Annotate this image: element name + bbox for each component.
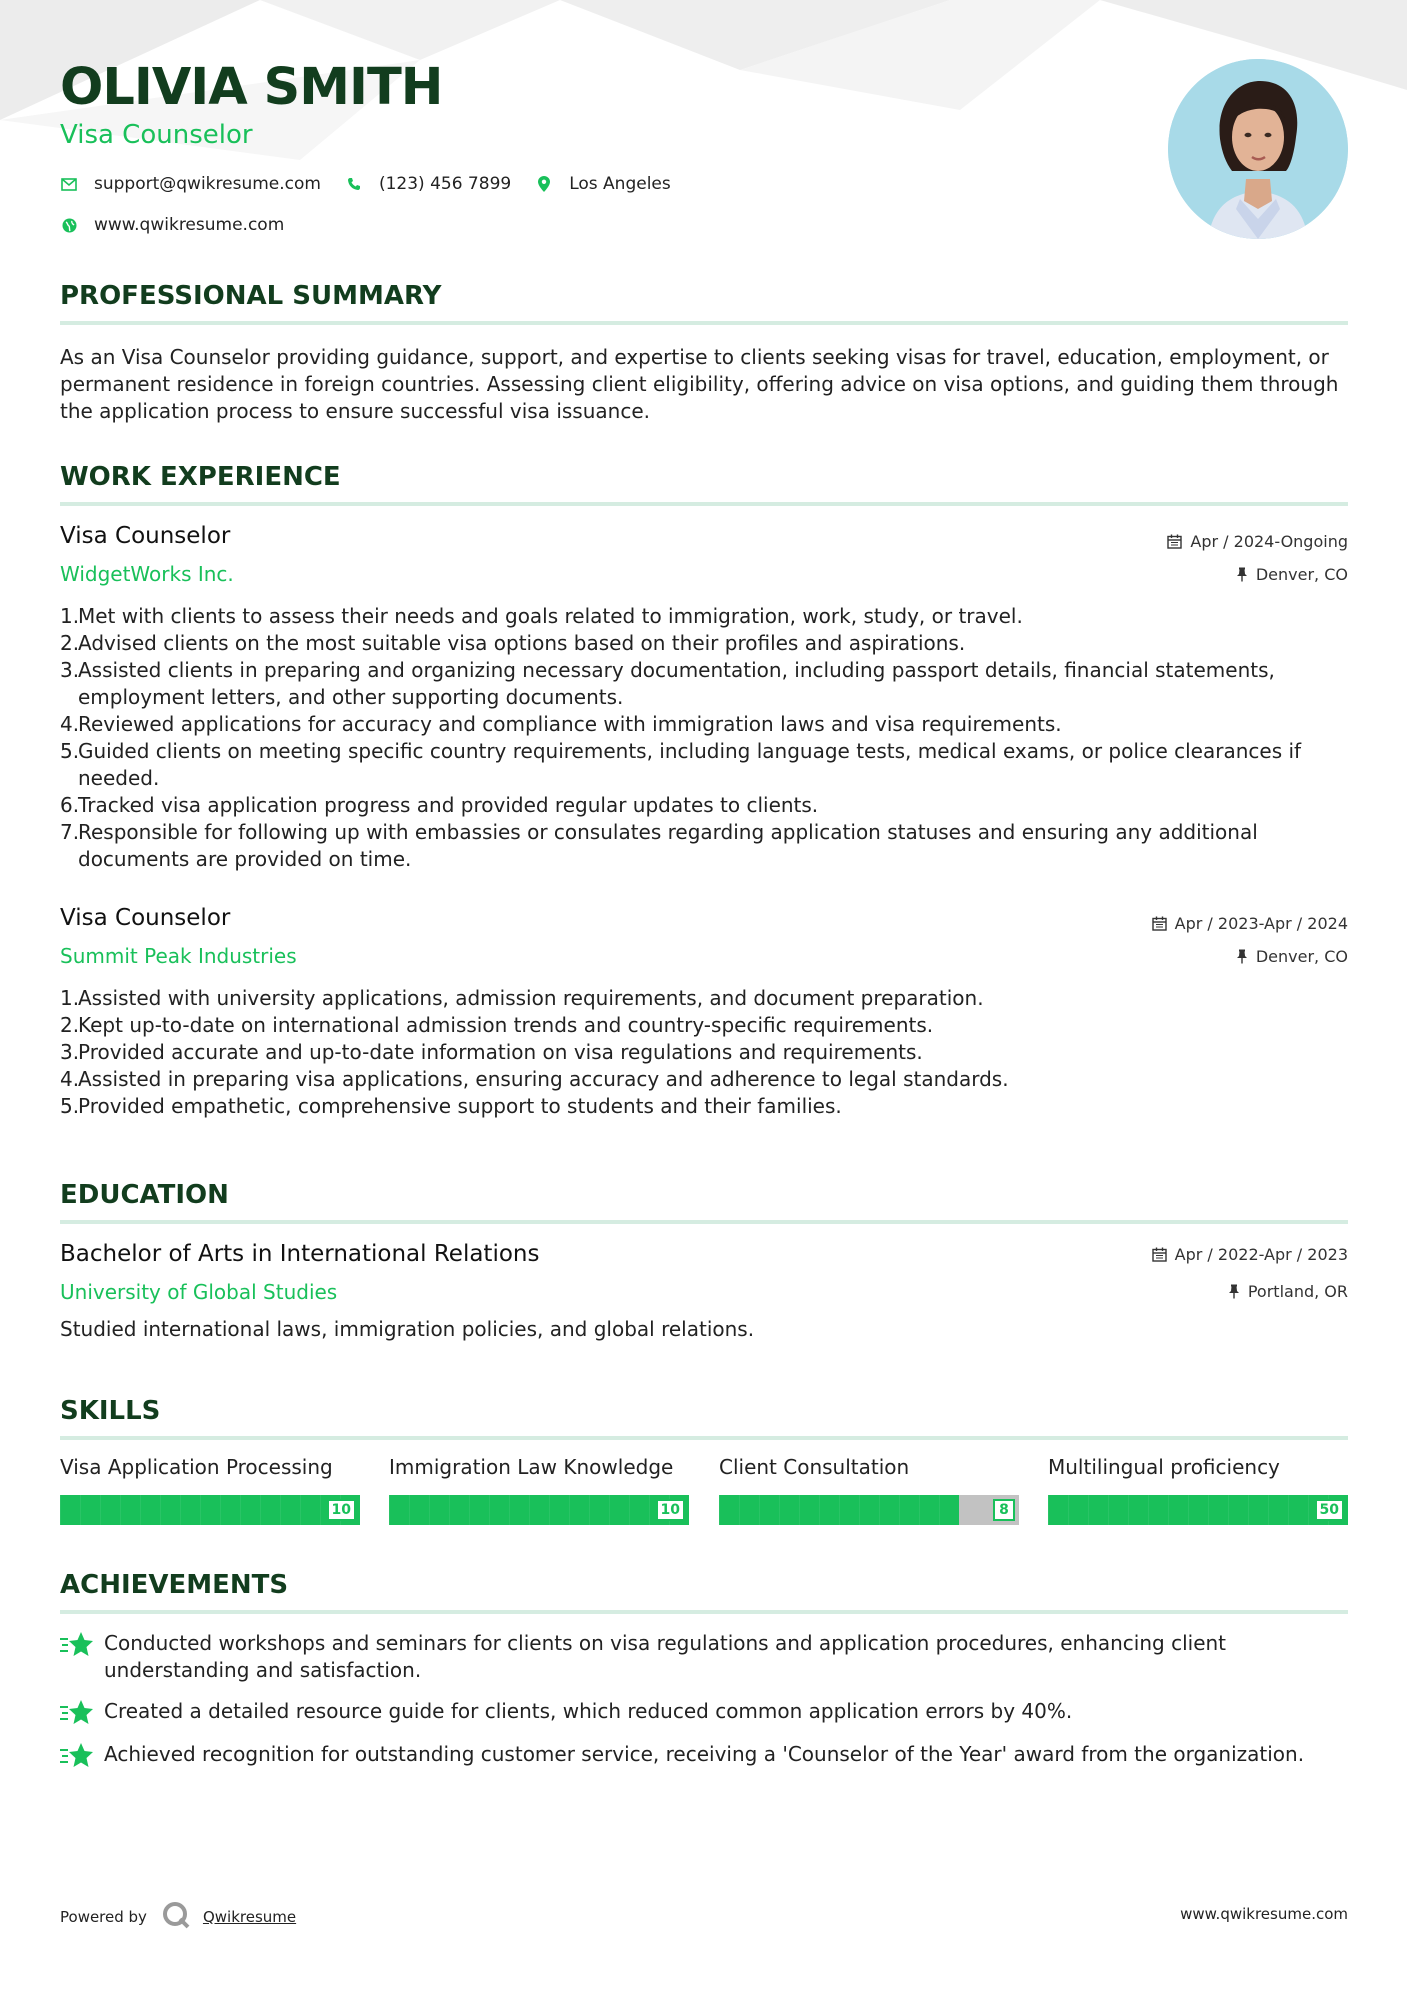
section-divider [60, 1220, 1348, 1224]
job-dates-text: Apr / 2023-Apr / 2024 [1174, 914, 1348, 933]
section-divider [60, 502, 1348, 506]
contact-row-2 [60, 215, 308, 235]
education-dates [1152, 1245, 1348, 1264]
skill-fill [389, 1495, 689, 1525]
skill-value: 10 [327, 1499, 356, 1521]
map-pin-icon [535, 175, 553, 193]
contact-phone[interactable] [345, 174, 511, 194]
education-dates-text: Apr / 2022-Apr / 2023 [1174, 1245, 1348, 1264]
skill-bar [389, 1495, 689, 1525]
contact-row [60, 174, 695, 194]
achievement-text: Conducted workshops and seminars for clients on visa regulations and application procedures, enhancing client understanding and satisfaction. [104, 1631, 1227, 1682]
email-text: support@qwikresume.com [94, 174, 321, 194]
education-location-text: Portland, OR [1247, 1282, 1348, 1301]
star-icon [60, 1698, 94, 1728]
calendar-icon [1167, 534, 1182, 549]
summary-heading: PROFESSIONAL SUMMARY [60, 281, 442, 311]
skill-bar [1048, 1495, 1348, 1525]
skills-heading: SKILLS [60, 1396, 161, 1426]
pin-icon [1236, 949, 1248, 964]
skill-name: Immigration Law Knowledge [389, 1455, 674, 1479]
skill-value: 10 [656, 1499, 685, 1521]
qwikresume-logo-icon [161, 1900, 191, 1934]
location-text: Los Angeles [569, 174, 671, 194]
job-dates-text: Apr / 2024-Ongoing [1190, 532, 1348, 551]
job-company: WidgetWorks Inc. [60, 562, 234, 586]
skill-bar [60, 1495, 360, 1525]
job-dates [1167, 532, 1348, 551]
education-location [1228, 1282, 1348, 1301]
section-divider [60, 1436, 1348, 1440]
job-title: Visa Counselor [60, 905, 231, 931]
skill-name: Multilingual proficiency [1048, 1455, 1280, 1479]
job-location [1236, 565, 1348, 584]
achievement-item [60, 1698, 1350, 1728]
achievement-item [60, 1630, 1350, 1684]
school-name: University of Global Studies [60, 1280, 338, 1304]
experience-heading: WORK EXPERIENCE [60, 462, 341, 492]
star-icon [60, 1630, 94, 1660]
list-item: 7. Responsible for following up with embassies or consulates regarding application statuses and ensuring any additional documents are provided on time. [60, 820, 1258, 871]
globe-icon [60, 216, 78, 234]
phone-icon [345, 175, 363, 193]
calendar-icon [1152, 1247, 1167, 1262]
job-location-text: Denver, CO [1255, 565, 1348, 584]
education-description: Studied international laws, immigration policies, and global relations. [60, 1317, 755, 1341]
list-item: 4. Assisted in preparing visa applications, ensuring accuracy and adherence to legal standards. [60, 1067, 1009, 1091]
website-text: www.qwikresume.com [94, 215, 285, 235]
achievements-heading: ACHIEVEMENTS [60, 1570, 289, 1600]
skill-item [60, 1455, 360, 1525]
section-divider [60, 321, 1348, 325]
footer-powered-by [60, 1900, 296, 1934]
list-item: 1. Assisted with university applications, admission requirements, and document preparation. [60, 986, 984, 1010]
job-dates [1152, 914, 1348, 933]
job-location [1236, 947, 1348, 966]
list-item: 3. Assisted clients in preparing and organizing necessary documentation, including passport details, financial statements, employment letters, and other supporting documents. [60, 658, 1275, 709]
list-item: 1. Met with clients to assess their needs and goals related to immigration, work, study, or travel. [60, 604, 1023, 628]
job-company: Summit Peak Industries [60, 944, 297, 968]
job-location-text: Denver, CO [1255, 947, 1348, 966]
skill-item [1048, 1455, 1348, 1525]
list-item: 2. Kept up-to-date on international admission trends and country-specific requirements. [60, 1013, 934, 1037]
skill-fill [60, 1495, 360, 1525]
contact-email[interactable] [60, 174, 321, 194]
achievement-item [60, 1741, 1350, 1771]
pin-icon [1236, 567, 1248, 582]
skill-bar [719, 1495, 1019, 1525]
calendar-icon [1152, 916, 1167, 931]
job-bullets [60, 603, 1350, 873]
list-item: 3. Provided accurate and up-to-date information on visa regulations and requirements. [60, 1040, 923, 1064]
skill-name: Visa Application Processing [60, 1455, 333, 1479]
list-item: 5. Provided empathetic, comprehensive support to students and their families. [60, 1094, 842, 1118]
summary-text: As an Visa Counselor providing guidance, support, and expertise to clients seeking visas for travel, education, employment, or permanent residence in foreign countries. Assessing client eligibility, offering advice on visa options, and guiding them through the application process to ensure successful visa issuance. [60, 345, 1339, 423]
qwikresume-link[interactable]: Qwikresume [202, 1908, 297, 1926]
job-title: Visa Counselor [60, 523, 231, 549]
list-item: 2. Advised clients on the most suitable visa options based on their profiles and aspirations. [60, 631, 966, 655]
pin-icon [1228, 1284, 1240, 1299]
skill-item [719, 1455, 1019, 1525]
achievement-text: Created a detailed resource guide for clients, which reduced common application errors by 40%. [104, 1699, 1073, 1723]
phone-text: (123) 456 7899 [378, 174, 512, 194]
job-bullets [60, 985, 1350, 1120]
envelope-icon [60, 175, 78, 193]
footer-website[interactable]: www.qwikresume.com [1180, 1905, 1348, 1923]
contact-location [535, 174, 671, 194]
skill-fill [1048, 1495, 1348, 1525]
list-item: 4. Reviewed applications for accuracy and compliance with immigration laws and visa requirements. [60, 712, 1062, 736]
contact-website[interactable] [60, 215, 284, 235]
skill-value: 8 [993, 1499, 1015, 1521]
candidate-name: OLIVIA SMITH [60, 58, 443, 117]
degree-title: Bachelor of Arts in International Relations [60, 1241, 540, 1267]
skill-name: Client Consultation [719, 1455, 910, 1479]
star-icon [60, 1741, 94, 1771]
skill-value: 50 [1315, 1499, 1344, 1521]
section-divider [60, 1610, 1348, 1614]
candidate-title: Visa Counselor [60, 120, 253, 150]
achievement-text: Achieved recognition for outstanding customer service, receiving a 'Counselor of the Year' award from the organization. [104, 1742, 1305, 1766]
list-item: 6. Tracked visa application progress and provided regular updates to clients. [60, 793, 819, 817]
education-heading: EDUCATION [60, 1180, 229, 1210]
list-item: 5. Guided clients on meeting specific country requirements, including language tests, medical exams, or police clearances if needed. [60, 739, 1302, 790]
avatar [1168, 59, 1348, 239]
skill-item [389, 1455, 689, 1525]
skill-fill [719, 1495, 959, 1525]
powered-by-label: Powered by [60, 1908, 147, 1926]
